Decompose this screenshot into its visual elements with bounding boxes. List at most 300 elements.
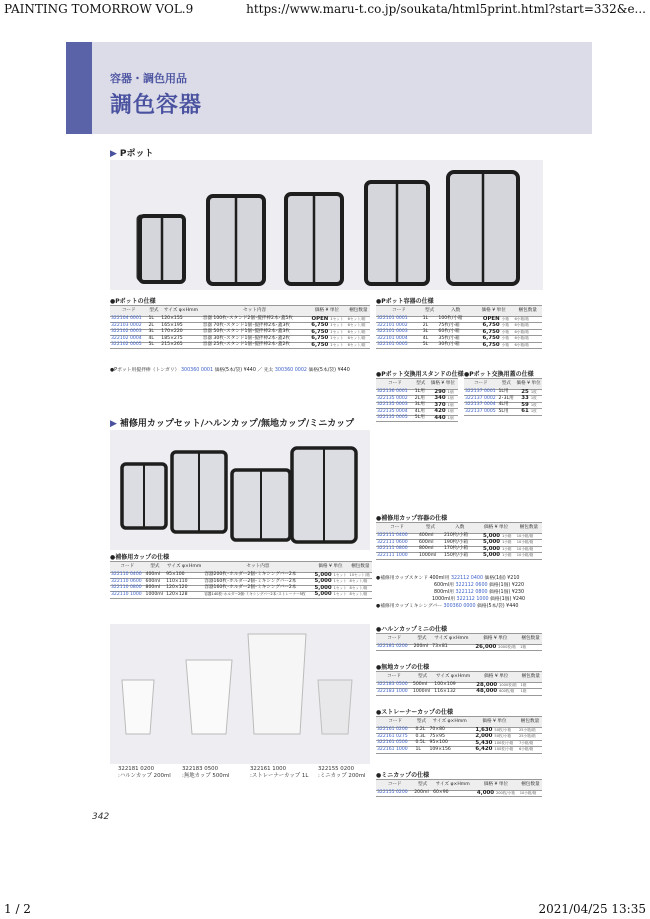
caption-mini-cup: 322155 0200 :ミニカップ 200ml xyxy=(318,766,366,779)
cell-pack: 6小箱/箱 xyxy=(513,329,542,335)
cell-contents: 容器 50枚･スタンド1個･撹拌棒2本･蓋3枚 xyxy=(202,329,308,335)
cell-code: 322103 0002 xyxy=(110,323,147,329)
cell-price: 440 xyxy=(428,415,447,421)
cell-price: 5,000 xyxy=(477,553,501,559)
cell-code: 322155 0200 xyxy=(376,791,413,797)
cell-code: 322161 1000 xyxy=(376,747,414,753)
cell-type: 4L xyxy=(422,336,438,342)
caption-harn-cup: 322181 0200 :ハルンカップ 200ml xyxy=(118,766,171,779)
table-header-row xyxy=(376,634,542,645)
cell-unit: 50枚/小箱 xyxy=(493,728,518,734)
banner-stripe xyxy=(66,42,92,134)
cell-contents: 容器 30枚･スタンド1個･撹拌棒2本･蓋2枚 xyxy=(202,336,308,342)
col-price: 価格 ¥ 単位 xyxy=(472,634,519,645)
cell-unit: 1セット xyxy=(329,329,346,335)
table-title-harn-cup: ●ハルンカップミニの仕様 xyxy=(376,626,448,633)
cell-unit: 600枚/箱 xyxy=(498,689,519,695)
cell-type: 1L用 xyxy=(414,390,428,396)
cell-code: 322110 0800 xyxy=(110,585,145,591)
cell-size: 75×95 xyxy=(428,734,471,740)
cell-pack: 7小箱/箱 xyxy=(518,740,542,746)
cell-price: 48,000 xyxy=(473,689,498,695)
table-header-row xyxy=(376,523,542,534)
cell-price: 5,000 xyxy=(312,585,332,591)
cell-price: 5,430 xyxy=(471,740,493,746)
cell-type: 5L用 xyxy=(414,415,428,421)
col-code: コード xyxy=(376,717,414,728)
cell-type: 5L xyxy=(147,342,160,348)
cell-pack: 1箱 xyxy=(520,689,542,695)
table-title-plain-cup: ●無地カップの仕様 xyxy=(376,664,430,671)
cell-unit: 50枚/小箱 xyxy=(493,734,518,740)
cell-unit: 1個 xyxy=(447,402,458,408)
harn-cup-image xyxy=(122,680,154,734)
cell-unit: 2000枚/箱 xyxy=(497,645,519,651)
col-type: 型式 xyxy=(414,379,428,390)
cell-unit: 1個 xyxy=(447,390,458,396)
mini-cup-table xyxy=(376,779,542,797)
cell-size: 73×81 xyxy=(431,645,472,651)
cell-code: 322111 0400 xyxy=(376,534,418,540)
category-banner xyxy=(66,42,592,134)
cell-qty: 35枚/小箱 xyxy=(437,336,474,342)
cell-unit: 1個 xyxy=(447,415,458,421)
cell-type: 800ml xyxy=(145,585,166,591)
cell-code: 322101 0005 xyxy=(376,342,422,348)
cell-type: 5L xyxy=(422,342,438,348)
table-row xyxy=(376,645,542,651)
cell-size: 95×100 xyxy=(428,740,471,746)
table-title-lid: ●Pポット交換用蓋の仕様 xyxy=(464,371,534,378)
cell-pack: 6セット/箱 xyxy=(347,342,370,348)
ppot-photo xyxy=(110,160,543,290)
lid-table xyxy=(464,378,542,416)
cell-code: 322101 0004 xyxy=(376,336,422,342)
cell-size: 120×120 xyxy=(165,585,203,591)
table-header-row xyxy=(376,672,542,683)
cell-pack: 10小箱/箱 xyxy=(516,534,542,540)
table-title-mini-cup: ●ミニカップの仕様 xyxy=(376,772,430,779)
cell-pack: 25小箱/箱 xyxy=(518,728,542,734)
cell-code: 322111 0800 xyxy=(376,546,418,552)
cell-price: 6,750 xyxy=(474,329,501,335)
cell-qty: 170枚/小箱 xyxy=(443,546,477,552)
col-price: 価格 ¥ 単位 xyxy=(474,306,514,317)
print-timestamp: 2021/04/25 13:35 xyxy=(538,902,646,916)
cell-size: 109×156 xyxy=(428,747,471,753)
cell-size: 95×100 xyxy=(165,573,203,579)
col-price: 価格 ¥ 単位 xyxy=(312,562,348,573)
col-type: 型式 xyxy=(147,306,160,317)
cell-type: 1000ml xyxy=(412,689,433,695)
cell-size: 215×265 xyxy=(160,342,201,348)
section-title-ppot: ▶ Pポット xyxy=(110,149,154,159)
cell-size: 185×275 xyxy=(160,336,201,342)
plain-cup-table xyxy=(376,671,542,696)
cell-unit: 100枚/小箱 xyxy=(493,740,518,746)
cell-price: 25 xyxy=(515,390,530,396)
cell-pack: 6小箱/箱 xyxy=(513,342,542,348)
cell-pack: 10セット/箱 xyxy=(349,573,372,579)
cell-price: 6,750 xyxy=(474,342,501,348)
cell-code: 322111 0600 xyxy=(376,540,418,546)
cell-contents: 容器 25枚･スタンド1個･撹拌棒2本･蓋2枚 xyxy=(202,342,308,348)
col-type: 型式 xyxy=(497,379,515,390)
table-title-ppot: ●Pポットの仕様 xyxy=(110,298,156,305)
cell-pack: 6セット/箱 xyxy=(347,329,370,335)
cell-unit: 200枚/小箱 xyxy=(495,791,519,797)
cell-code: 322135 0002 xyxy=(376,396,414,402)
cell-type: 800ml xyxy=(418,546,443,552)
cell-contents: 容器200枚･ホルダー2個･ミキシングバー2本 xyxy=(203,573,312,579)
cell-contents: 容器 100枚･スタンド2個･撹拌棒2本･蓋5枚 xyxy=(202,317,308,323)
col-price: 価格 ¥ 単位 xyxy=(515,379,542,390)
cell-type: 400ml xyxy=(418,534,443,540)
cell-type: 200ml xyxy=(413,645,432,651)
cell-unit: 1小箱 xyxy=(501,546,516,552)
col-code: コード xyxy=(376,379,414,390)
col-type: 型式 xyxy=(418,523,443,534)
cell-type: 500ml xyxy=(412,683,433,689)
cell-code: 322181 0200 xyxy=(376,645,413,651)
stand-table xyxy=(376,378,458,422)
cell-pack: 1箱 xyxy=(520,683,542,689)
table-title-ppot-container: ●Pポット容器の仕様 xyxy=(376,298,434,305)
cell-price: 6,750 xyxy=(307,329,329,335)
cell-unit: 1個 xyxy=(447,409,458,415)
col-pack: 梱包数量 xyxy=(519,780,542,791)
cell-price: 340 xyxy=(428,396,447,402)
col-code: コード xyxy=(376,672,412,683)
cell-unit: 1セット xyxy=(333,592,347,597)
cell-unit: 小箱 xyxy=(501,336,514,342)
cell-type: 1L xyxy=(147,317,160,323)
cell-unit: 100枚/小箱 xyxy=(493,747,518,753)
cell-code: 322137 0005 xyxy=(465,408,496,414)
table-row xyxy=(376,415,458,421)
cell-price: OPEN xyxy=(474,317,501,323)
repair-container-table xyxy=(376,522,542,560)
table-title-stand: ●Pポット交換用スタンドの仕様 xyxy=(376,371,464,378)
cell-code: 322111 1000 xyxy=(376,553,418,559)
cell-type: 1L用 xyxy=(497,390,515,396)
cell-qty: 75枚/小箱 xyxy=(437,323,474,329)
cell-price: 5,000 xyxy=(312,579,332,585)
cell-pack: 6小箱/箱 xyxy=(518,747,542,753)
page-number: 342 xyxy=(92,812,110,822)
col-size: サイズ φ×Hmm xyxy=(432,780,473,791)
cell-size: 116×132 xyxy=(433,689,473,695)
cell-unit: 1枚 xyxy=(530,409,542,415)
col-size: サイズ φ×Hmm xyxy=(160,306,201,317)
cell-contents: 容器160枚･ホルダー2個･ミキシングバー2本 xyxy=(203,579,312,585)
cell-price: 2,000 xyxy=(471,734,493,740)
cell-type: 4L用 xyxy=(497,402,515,408)
cell-code: 322110 0600 xyxy=(110,579,145,585)
cell-unit: 1セット xyxy=(333,585,347,590)
cell-price: 6,750 xyxy=(307,336,329,342)
cell-price: 6,420 xyxy=(471,747,493,753)
cell-price: 59 xyxy=(515,402,530,408)
cell-type: 3L xyxy=(422,329,438,335)
cell-code: 322161 0500 xyxy=(376,740,414,746)
cell-code: 322101 0001 xyxy=(376,317,422,323)
table-row xyxy=(376,747,542,753)
cell-qty: 190枚/小箱 xyxy=(443,540,477,546)
cup-stand-note: ●補修用カップスタンド 400ml用 322112 0400 価格(1個) ¥210 600ml用 322112 0600 価格(1個) ¥220 800ml用 322112 0800 価格(1個) ¥230 1000ml用 322112 1000 価格(1個) ¥240 ●補修用カップミキシングバー 300360 0000 価格(5本/袋) ¥440 xyxy=(376,576,526,609)
col-pack: 梱包数量 xyxy=(516,523,542,534)
cell-price: 6,750 xyxy=(307,342,329,348)
col-type: 型式 xyxy=(413,634,432,645)
cell-pack: 6セット/箱 xyxy=(347,336,370,342)
banner-title: 調色容器 xyxy=(110,93,203,118)
repair-cup-table xyxy=(110,561,372,599)
strainer-cup-image xyxy=(248,634,306,734)
cell-type: 4L xyxy=(147,336,160,342)
col-code: コード xyxy=(110,306,147,317)
col-pack: 梱包数量 xyxy=(513,306,542,317)
cell-unit: 1セット xyxy=(329,342,346,348)
cell-type: 0.5L xyxy=(414,740,428,746)
col-price: 価格 ¥ 単位 xyxy=(428,379,458,390)
table-title-strainer-cup: ●ストレーナーカップの仕様 xyxy=(376,709,454,716)
cell-type: 0.3L xyxy=(414,734,428,740)
col-price: 価格 ¥ 単位 xyxy=(477,523,516,534)
col-type: 型式 xyxy=(412,672,433,683)
cell-code: 322135 0005 xyxy=(376,415,414,421)
browser-header-url: https://www.maru-t.co.jp/soukata/html5print.html?start=332&e... xyxy=(246,2,646,16)
cell-type: 200ml xyxy=(413,791,432,797)
cell-unit: 小箱 xyxy=(501,329,514,335)
col-type: 型式 xyxy=(422,306,438,317)
cell-type: 400ml xyxy=(145,573,166,579)
cell-type: 5L用 xyxy=(497,409,515,415)
cell-code: 322104 0001 xyxy=(110,317,147,323)
col-price: 価格 ¥ 単位 xyxy=(473,780,518,791)
col-qty: 入数 xyxy=(437,306,474,317)
cell-unit: 1小箱 xyxy=(501,534,516,540)
print-page-count: 1 / 2 xyxy=(4,902,31,916)
cell-type: 1L xyxy=(414,747,428,753)
banner-subtitle: 容器・調色用品 xyxy=(110,72,187,85)
cell-size: 170×220 xyxy=(160,329,201,335)
cell-type: 1L xyxy=(422,317,438,323)
cell-pack: 8セット/箱 xyxy=(349,585,372,591)
cell-qty: 210枚/小箱 xyxy=(443,534,477,540)
cell-code: 322137 0004 xyxy=(465,402,496,408)
paper-cups-photo xyxy=(110,624,370,764)
cell-qty: 100枚/小箱 xyxy=(437,317,474,323)
ppot-spec-table xyxy=(110,305,370,349)
cell-unit: 1000枚/箱 xyxy=(498,683,519,689)
cell-price: 5,000 xyxy=(477,540,501,546)
cell-price: 370 xyxy=(428,402,447,408)
table-row xyxy=(464,409,542,415)
cell-code: 322136 0001 xyxy=(376,390,414,396)
cell-type: 2･3L用 xyxy=(498,395,514,401)
table-row xyxy=(110,342,370,348)
col-price: 価格 ¥ 単位 xyxy=(473,672,520,683)
table-header-row xyxy=(464,379,542,390)
col-code: コード xyxy=(376,523,418,534)
cell-type: 2L用 xyxy=(414,396,428,402)
cell-code: 322161 0275 xyxy=(376,734,414,740)
cell-code: 322183 0500 xyxy=(376,683,412,689)
cell-pack: 10小箱/箱 xyxy=(516,540,542,546)
cell-price: 420 xyxy=(428,409,447,415)
cell-pack: 8セット/箱 xyxy=(349,579,372,585)
cell-size: 110×110 xyxy=(165,579,203,585)
triangle-icon: ▶ xyxy=(110,149,117,159)
table-header-row xyxy=(110,562,372,573)
cell-unit: 1セット xyxy=(333,572,347,577)
cell-size: 70×80 xyxy=(428,728,471,734)
cell-qty: 30枚/小箱 xyxy=(437,342,474,348)
cell-size: 165×195 xyxy=(160,323,201,329)
col-size: サイズ φ×Hmm xyxy=(433,672,473,683)
col-contents: セット内容 xyxy=(202,306,308,317)
col-pack: 梱包数量 xyxy=(347,306,370,317)
cell-pack: 6セット/箱 xyxy=(347,323,370,329)
cell-contents: 容器160枚･ホルダー2個･ミキシングバー2本 xyxy=(203,585,312,591)
cell-price: 26,000 xyxy=(472,645,498,651)
cell-price: 1,630 xyxy=(471,728,493,734)
cell-type: 2L xyxy=(422,323,438,329)
cell-code: 322135 0003 xyxy=(376,402,414,408)
cell-pack: 10小箱/箱 xyxy=(516,546,542,552)
table-row xyxy=(376,689,542,695)
cell-price: 290 xyxy=(428,390,447,396)
cell-price: 5,000 xyxy=(312,592,332,598)
cell-type: 600ml xyxy=(145,579,166,585)
cell-unit: 1セット xyxy=(329,323,346,329)
col-type: 型式 xyxy=(414,717,428,728)
cell-pack: 10小箱/箱 xyxy=(519,791,542,797)
cell-price: 6,750 xyxy=(307,323,329,329)
cell-pack: 8セット/箱 xyxy=(349,592,372,598)
table-title-repair-container: ●補修用カップ容器の仕様 xyxy=(376,515,448,522)
cell-unit: 1個 xyxy=(447,396,458,402)
table-header-row xyxy=(376,717,542,728)
table-header-row xyxy=(376,306,542,317)
ppot-container-table xyxy=(376,305,542,349)
cell-unit: 小箱 xyxy=(501,317,514,323)
col-pack: 梱包数量 xyxy=(518,717,542,728)
cell-type: 1000ml xyxy=(418,553,443,559)
cell-code: 322110 1000 xyxy=(110,592,145,598)
cell-pack: 10小箱/箱 xyxy=(516,553,542,559)
table-row xyxy=(110,592,372,598)
repair-cup-photo xyxy=(110,430,370,550)
cell-type: 600ml xyxy=(418,540,443,546)
cell-type: 4L用 xyxy=(414,409,428,415)
harn-cup-table xyxy=(376,633,542,651)
cell-qty: 150枚/小箱 xyxy=(443,553,477,559)
col-pack: 梱包数量 xyxy=(349,562,372,573)
cell-qty: 60枚/小箱 xyxy=(437,329,474,335)
cell-price: 33 xyxy=(515,396,530,402)
col-size: サイズ φ×Hmm xyxy=(431,634,472,645)
cell-code: 322137 0002 xyxy=(465,395,496,401)
cell-size: 120×128 xyxy=(165,592,203,598)
mini-cup-image xyxy=(318,680,352,734)
col-code: コード xyxy=(110,562,145,573)
col-code: コード xyxy=(376,306,422,317)
cell-code: 322101 0003 xyxy=(376,329,422,335)
col-size: サイズ φ×Hmm xyxy=(165,562,203,573)
cell-pack: 1箱 xyxy=(519,645,542,651)
cell-pack: 6小箱/箱 xyxy=(513,336,542,342)
cell-pack: 25小箱/箱 xyxy=(518,734,542,740)
cell-code: 322110 0400 xyxy=(110,573,145,579)
cell-type: 3L用 xyxy=(414,402,428,408)
cell-type: 1000ml xyxy=(145,592,166,598)
col-code: コード xyxy=(376,634,413,645)
caption-plain-cup: 322183 0500 :無地カップ 500ml xyxy=(182,766,230,779)
cell-code: 322102 0003 xyxy=(110,329,147,335)
cell-pack: 6小箱/箱 xyxy=(513,317,542,323)
cell-pack: 6小箱/箱 xyxy=(513,323,542,329)
cell-price: 28,000 xyxy=(473,683,498,689)
table-title-repair-cup: ●補修用カップの仕様 xyxy=(110,554,170,561)
cell-code: 322102 0004 xyxy=(110,336,147,342)
cell-type: 2L xyxy=(147,323,160,329)
col-code: コード xyxy=(376,780,413,791)
triangle-icon: ▶ xyxy=(110,419,117,429)
cell-unit: 小箱 xyxy=(501,323,514,329)
cell-price: 6,750 xyxy=(474,323,501,329)
col-size: サイズ φ×Hmm xyxy=(428,717,471,728)
cell-code: 322135 0004 xyxy=(376,409,414,415)
table-row xyxy=(376,791,542,797)
caption-strainer-cup: 322161 1000 :ストレーナーカップ 1L xyxy=(250,766,309,779)
plain-cup-image xyxy=(186,660,232,734)
cell-price: OPEN xyxy=(307,317,329,323)
col-pack: 梱包数量 xyxy=(519,634,542,645)
strainer-cup-table xyxy=(376,716,542,754)
cell-code: 322161 0200 xyxy=(376,728,414,734)
cell-code: 322102 0005 xyxy=(110,342,147,348)
cell-code: 322101 0002 xyxy=(376,323,422,329)
cell-price: 5,000 xyxy=(477,534,501,540)
table-row xyxy=(376,342,542,348)
col-type: 型式 xyxy=(145,562,166,573)
cell-code: 322183 1000 xyxy=(376,689,412,695)
cell-size: 60×90 xyxy=(432,791,473,797)
cell-type: 0.2L xyxy=(414,728,428,734)
cell-pack: 6セット/箱 xyxy=(347,317,370,323)
cell-size: 120×155 xyxy=(160,317,201,323)
table-header-row xyxy=(110,306,370,317)
cell-unit: 小箱 xyxy=(501,342,514,348)
cell-unit: 1セット xyxy=(329,336,346,342)
cell-size: 100×109 xyxy=(433,683,473,689)
cell-contents: 容器 70枚･スタンド1個･撹拌棒2本･蓋3枚 xyxy=(202,323,308,329)
cell-type: 3L xyxy=(147,329,160,335)
stir-rod-note: ●Pポット用撹拌棒（トンガリ） 300360 0001 価格(5本/袋) ¥440 ／ 先太 300360 0002 価格(5本/袋) ¥440 xyxy=(110,368,350,373)
table-row xyxy=(376,553,542,559)
col-price: 価格 ¥ 単位 xyxy=(471,717,518,728)
browser-header-title: PAINTING TOMORROW VOL.9 xyxy=(4,2,194,16)
cell-contents: 容器140枚･ホルダー2個･ミキシングバー2本･ストレーナー5枚 xyxy=(203,592,312,598)
col-code: コード xyxy=(464,379,497,390)
col-type: 型式 xyxy=(413,780,432,791)
col-qty: 入数 xyxy=(443,523,477,534)
cell-code: 322137 0001 xyxy=(465,389,496,395)
table-header-row xyxy=(376,379,458,390)
cell-unit: 1枚 xyxy=(530,390,542,396)
cell-price: 5,000 xyxy=(477,546,501,552)
